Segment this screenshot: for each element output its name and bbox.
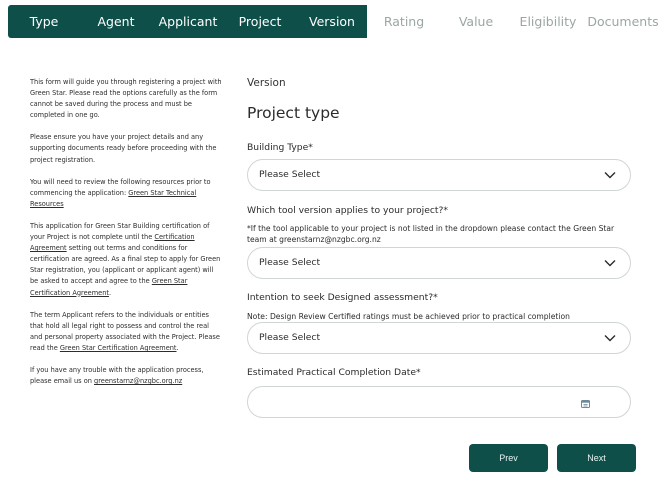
intro-text: This application for Green Star Building certification of your Project is not complete until the bbox=[30, 221, 210, 242]
completion-date-input[interactable] bbox=[247, 386, 631, 418]
intro-text: You will need to review the following resources prior to commencing the application: bbox=[30, 177, 211, 197]
form-title: Project type bbox=[247, 104, 340, 122]
designed-assessment-value: Please Select bbox=[259, 332, 321, 343]
intro-text: setting out terms and conditions for certification are agreed. As a final step to apply for Green Star registration, you (applicant or applicant agent) will be asked to accept and agree to the bbox=[30, 244, 221, 286]
step-type[interactable]: Type bbox=[29, 14, 59, 29]
next-button[interactable]: Next bbox=[557, 444, 636, 472]
intro-paragraph bbox=[30, 365, 223, 387]
certification-agreement-link[interactable]: Certification Agreement bbox=[30, 233, 195, 253]
step-agent[interactable]: Agent bbox=[97, 14, 135, 29]
green-star-certification-agreement-link[interactable]: Green Star Certification Agreement bbox=[30, 277, 188, 297]
step-value: Value bbox=[458, 14, 494, 29]
instructions-panel bbox=[30, 77, 223, 398]
intro-paragraph bbox=[30, 177, 223, 210]
technical-resources-link[interactable]: Green Star Technical Resources bbox=[30, 188, 197, 208]
intro-text: . bbox=[108, 288, 112, 297]
chevron-down-icon bbox=[604, 171, 616, 179]
support-email-link[interactable]: greenstarnz@nzgbc.org.nz bbox=[94, 377, 183, 386]
intro-text: The term Applicant refers to the individuals or entities that hold all legal right to possess and control the real and personal property associated with the Project. Please read the bbox=[30, 310, 220, 352]
building-type-value: Please Select bbox=[259, 169, 321, 180]
intro-text: If you have any trouble with the application process, please email us on bbox=[30, 365, 204, 386]
calendar-icon[interactable] bbox=[581, 399, 590, 408]
applicant-certification-agreement-link[interactable]: Green Star Certification Agreement bbox=[59, 343, 177, 352]
intro-paragraph bbox=[30, 221, 223, 299]
intro-paragraph bbox=[30, 310, 223, 354]
designed-assessment-select[interactable] bbox=[247, 322, 631, 354]
step-documents: Documents bbox=[587, 14, 659, 29]
building-type-label: Building Type* bbox=[247, 142, 313, 153]
intro-text: . bbox=[176, 343, 179, 352]
designed-assessment-label: Intention to seek Designed assessment?* bbox=[247, 292, 438, 303]
progress-stepper bbox=[8, 5, 663, 38]
building-type-select[interactable] bbox=[247, 159, 631, 191]
prev-button[interactable]: Prev bbox=[469, 444, 548, 472]
tool-version-label: Which tool version applies to your project?* bbox=[247, 205, 448, 216]
section-label: Version bbox=[247, 77, 286, 89]
designed-assessment-note: Note: Design Review Certified ratings must be achieved prior to practical completion bbox=[247, 312, 570, 321]
step-eligibility: Eligibility bbox=[519, 14, 577, 29]
chevron-down-icon bbox=[604, 259, 616, 267]
tool-version-select[interactable] bbox=[247, 247, 631, 279]
completion-date-label: Estimated Practical Completion Date* bbox=[247, 367, 421, 378]
step-project[interactable]: Project bbox=[238, 14, 282, 29]
step-applicant[interactable]: Applicant bbox=[158, 14, 218, 29]
intro-paragraph: This form will guide you through registering a project with Green Star. Please read the options carefully as the form cannot be saved during the process and must be completed in one go. bbox=[30, 78, 222, 120]
tool-version-note: *If the tool applicable to your project is not listed in the dropdown please contact the Green Star team at greenstarnz@nzgbc.org.nz bbox=[247, 224, 615, 244]
step-version[interactable]: Version bbox=[309, 14, 355, 29]
tool-version-value: Please Select bbox=[259, 257, 321, 268]
intro-paragraph: Please ensure you have your project details and any supporting documents ready before proceeding with the project registration. bbox=[30, 133, 217, 164]
step-rating: Rating bbox=[383, 14, 425, 29]
chevron-down-icon bbox=[604, 334, 616, 342]
